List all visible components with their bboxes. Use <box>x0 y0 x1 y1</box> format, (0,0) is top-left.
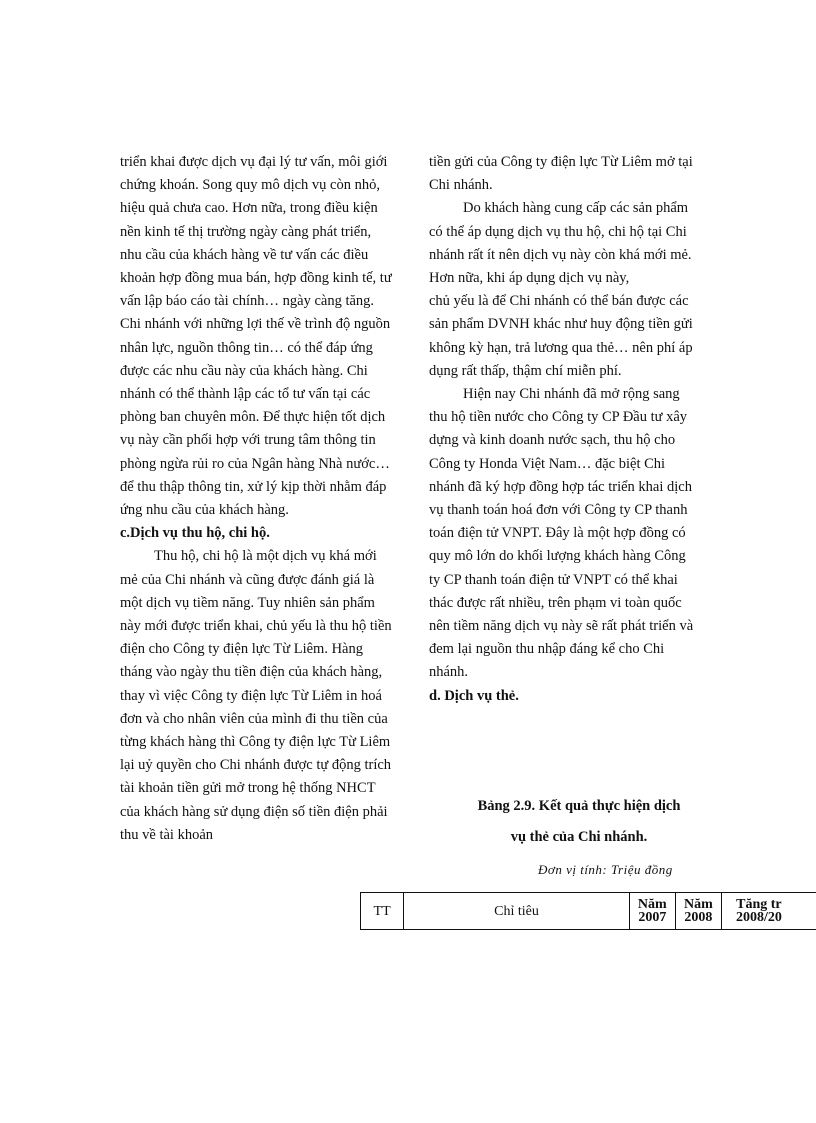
header-growth-word: Tăng tr <box>736 897 782 912</box>
header-tt: TT <box>361 893 404 929</box>
header-2007-word: Năm <box>637 897 667 912</box>
header-2008-word: Năm <box>684 897 713 912</box>
left-column <box>120 151 392 847</box>
header-chi-tieu: Chỉ tiêu <box>404 893 630 929</box>
paragraph-left-1: triển khai được dịch vụ đại lý tư vấn, môi giới chứng khoán. Song quy mô dịch vụ còn nhỏ, hiệu quả chưa cao. Hơn nữa, trong điều kiện nền kinh tế thị trường ngày càng phát triển, nhu cầu của khách hàng về tư vấn các điều khoản hợp đồng mua bán, hợp đồng kinh tế, tư vấn lập báo cáo tài chính… ngày càng tăng. Chi nhánh với những lợi thế về trình độ nguồn nhân lực, nguồn thông tin… có thể đáp ứng được các nhu cầu này của khách hàng. Chi nhánh có thể thành lập các tổ tư vấn tại các phòng ban chuyên môn. Để thực hiện tốt dịch vụ này cần phối hợp với trung tâm thông tin phòng ngừa rủi ro của Ngân hàng Nhà nước… để thu thập thông tin, xử lý kịp thời nhằm đáp ứng nhu cầu của khách hàng. <box>120 154 392 519</box>
header-year-2008 <box>676 893 722 929</box>
right-column <box>429 151 695 708</box>
header-growth <box>722 893 816 929</box>
table-title-line-2: vụ thẻ của Chi nhánh. <box>510 829 648 845</box>
unit-label: Đơn vị tính: Triệu đồng <box>538 862 673 877</box>
results-table-header <box>360 892 816 930</box>
paragraph-left-2: Thu hộ, chi hộ là một dịch vụ khá mới mẻ của Chi nhánh và cũng được đánh giá là một dịch vụ tiềm năng. Tuy nhiên sản phẩm này mới được triển khai, chủ yếu là thu hộ tiền điện cho Công ty điện lực Từ Liêm. Hàng tháng vào ngày thu tiền điện của khách hàng, thay vì việc Công ty điện lực Từ Liêm in hoá đơn và cho nhân viên của mình đi thu tiền của từng khách hàng thì Công ty điện lực Từ Liêm lại uỷ quyền cho Chi nhánh được tự động trích tài khoản tiền gửi mở trong hệ thống NHCT của khách hàng sử dụng điện số tiền điện phải thu về tài khoản <box>120 548 392 843</box>
section-heading-d: d. Dịch vụ thẻ. <box>429 687 519 704</box>
paragraph-right-4: Hiện nay Chi nhánh đã mở rộng sang thu hộ tiền nước cho Công ty CP Đầu tư xây dựng và kinh doanh nước sạch, thu hộ cho Công ty Honda Việt Nam… đặc biệt Chi nhánh đã ký hợp đồng hợp tác triển khai dịch vụ thanh toán hoá đơn với Công ty CP thanh toán điện tử VNPT. Đây là một hợp đồng có quy mô lớn do khối lượng khách hàng Công ty CP thanh toán điện tử VNPT có thể khai thác được rất nhiều, trên phạm vi toàn quốc nên tiềm năng dịch vụ này sẽ rất phát triển và đem lại nguồn thu nhập đáng kể cho Chi nhánh. <box>429 386 694 681</box>
paragraph-right-1: tiền gửi của Công ty điện lực Từ Liêm mở tại Chi nhánh. <box>429 154 693 194</box>
table-title <box>429 791 729 853</box>
section-heading-c: c.Dịch vụ thu hộ, chi hộ. <box>120 525 270 542</box>
header-2007-year: 2007 <box>638 910 667 925</box>
table-title-line-1: Bảng 2.9. Kết quả thực hiện dịch <box>477 798 681 814</box>
header-year-2007 <box>630 893 676 929</box>
header-growth-period: 2008/20 <box>735 910 782 925</box>
paragraph-right-3: chủ yếu là để Chi nhánh có thể bán được các sản phẩm DVNH khác như huy động tiền gửi không kỳ hạn, trả lương qua thẻ… nên phí áp dụng rất thấp, thậm chí miễn phí. <box>429 293 693 379</box>
header-2008-year: 2008 <box>684 910 713 925</box>
paragraph-right-2: Do khách hàng cung cấp các sản phẩm có thể áp dụng dịch vụ thu hộ, chi hộ tại Chi nhánh rất ít nên dịch vụ này còn khá mới mẻ. Hơn nữa, khi áp dụng dịch vụ này, <box>429 200 692 287</box>
